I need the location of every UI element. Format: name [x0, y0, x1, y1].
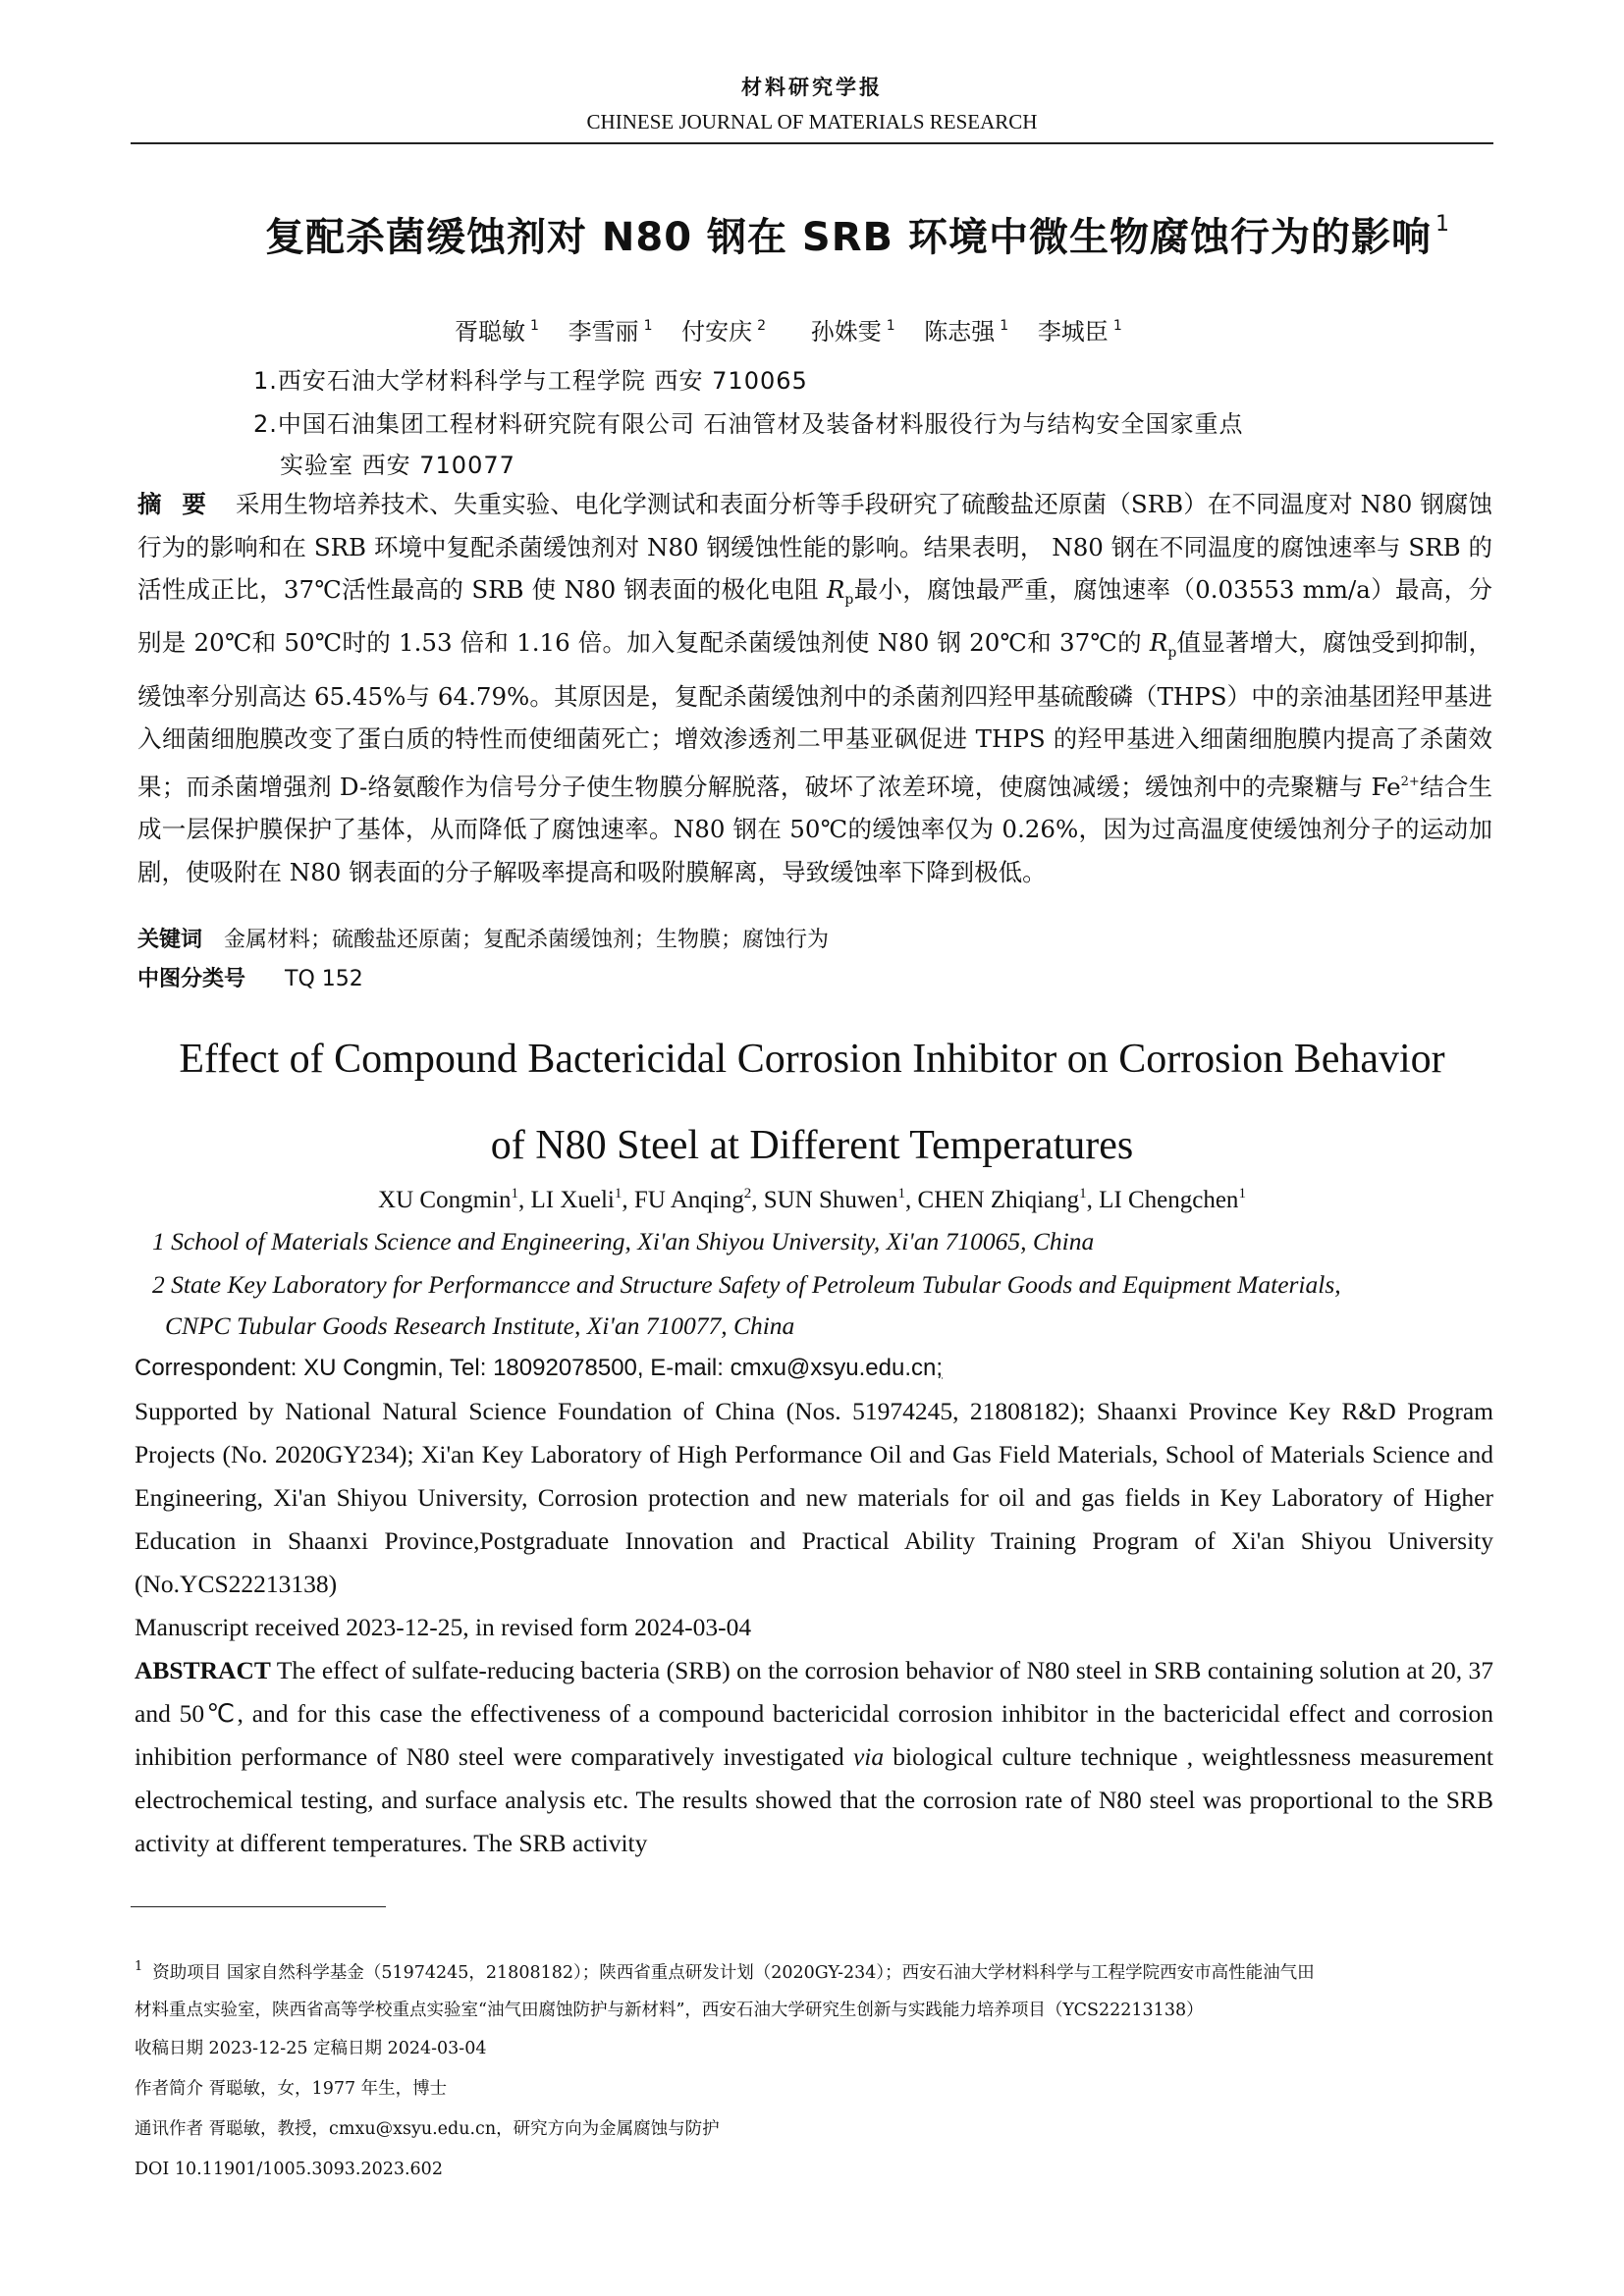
author-cn: 付安庆 $^2$: [681, 318, 767, 346]
title-en: [131, 1016, 1493, 1189]
email-link[interactable]: ;: [936, 1355, 944, 1381]
title-cn-text: 复配杀菌缓蚀剂对 N80 钢在 SRB 环境中微生物腐蚀行为的影响: [265, 215, 1432, 260]
running-header-en: CHINESE JOURNAL OF MATERIALS RESEARCH: [586, 110, 1038, 133]
footnote-funding: $^1$ 资助项目 国家自然科学基金（51974245，21808182）；陕西省重点研发计划（2020GY-234）；西安石油大学材料科学与工程学院西安市高性能油气田 材料重点实验室，陕西省高等学校重点实验室“油气田腐蚀防护与新材料”，西安石油大学研究生创新与实践能力培养项目（YCS22213138）: [135, 1959, 1315, 2020]
footnote-rule: [131, 1906, 386, 1907]
footnote-corresponding: 通讯作者 胥聪敏，教授，cmxu@xsyu.edu.cn，研究方向为金属腐蚀与防护: [135, 2119, 720, 2139]
keywords-cn: [137, 923, 829, 953]
header-rule: [131, 142, 1493, 144]
author-cn: 陈志强 $^1$: [924, 318, 1009, 346]
affiliation-cn-2: 2.中国石油集团工程材料研究院有限公司 石油管材及装备材料服役行为与结构安全国家重点: [253, 410, 1244, 438]
title-cn: [265, 206, 1450, 262]
affiliation-en-2-cont: CNPC Tubular Goods Research Institute, Xi'an 710077, China: [165, 1311, 795, 1340]
correspondent-line: Correspondent: XU Congmin, Tel: 18092078500, E-mail: cmxu@xsyu.edu.cn;: [135, 1355, 944, 1381]
rp-symbol: $R_p$: [1149, 628, 1177, 662]
author-cn: 李雪丽 $^1$: [568, 318, 653, 346]
author-cn: 李城臣 $^1$: [1037, 318, 1122, 346]
abstract-cn: 摘 要 采用生物培养技术、失重实验、电化学测试和表面分析等手段研究了硫酸盐还原菌（SRB）在不同温度对 N80 钢腐蚀行为的影响和在 SRB 环境中复配杀菌缓蚀剂对 N80 钢缓蚀性能的影响。结果表明， N80 钢在不同温度的腐蚀速率与 SRB 的活性成正比，37℃活性最高的 SRB 使 N80 钢表面的极化电阻 $R_p$最小，腐蚀最严重，腐蚀速率（0.03553 mm/a）最高，分别是 20℃和 50℃时的 1.53 倍和 1.16 倍。加入复配杀菌缓蚀剂使 N80 钢 20℃和 37℃的 $R_p$值显著增大，腐蚀受到抑制，缓蚀率分别高达 65.45%与 64.79%。其原因是，复配杀菌缓蚀剂中的杀菌剂四羟甲基硫酸磷（THPS）中的亲油基团羟甲基进入细菌细胞膜改变了蛋白质的特性而使细菌死亡；增效渗透剂二甲基亚砜促进 THPS 的羟甲基进入细菌细胞膜内提高了杀菌效果；而杀菌增强剂 D-络氨酸作为信号分子使生物膜分解脱落，破坏了浓差环境，使腐蚀减缓；缓蚀剂中的壳聚糖与 $Fe^{2+}$结合生成一层保护膜保护了基体，从而降低了腐蚀速率。N80 钢在 50℃的缓蚀率仅为 0.26%，因为过高温度使缓蚀剂分子的运动加剧，使吸附在 N80 钢表面的分子解吸率提高和吸附膜解离，导致缓蚀率下降到极低。: [137, 490, 1493, 886]
authors-en: XU Congmin$^1$, LI Xueli$^1$, FU Anqing$^2$, SUN Shuwen$^1$, CHEN Zhiqiang$^1$, LI Chengchen$^1$: [378, 1186, 1246, 1213]
footnote-mark: 1: [135, 1959, 143, 1974]
affiliation-en-1: 1 School of Materials Science and Engineering, Xi'an Shiyou University, Xi'an 710065, China: [152, 1227, 1095, 1255]
author-cn: 孙姝雯 $^1$: [810, 318, 895, 346]
supported-by: Supported by National Natural Science Foundation of China (Nos. 51974245, 21808182); Shaanxi Province Key R&D Program Projects (No. 2020GY234); Xi'an Key Laboratory of High Performance Oil and Gas Field Materials, School of Materials Science and Engineering, Xi'an Shiyou University, Corrosion protection and new materials for oil and gas fields in Key Laboratory of Higher Education in Shaanxi Province,Postgraduate Innovation and Practical Ability Training Program of Xi'an Shiyou University (No.YCS22213138): [135, 1397, 1493, 1598]
authors-cn: [455, 312, 1144, 347]
abstract-en-label: ABSTRACT: [135, 1656, 271, 1684]
author-cn: 胥聪敏 $^1$: [455, 318, 539, 346]
keywords-cn-text: 金属材料；硫酸盐还原菌；复配杀菌缓蚀剂；生物膜；腐蚀行为: [224, 928, 830, 952]
rp-symbol: $R_p$: [826, 575, 854, 608]
abstract-en: ABSTRACT The effect of sulfate-reducing bacteria (SRB) on the corrosion behavior of N80 steel in SRB containing solution at 20, 37 and 50℃, and for this case the effectiveness of a compound bactericidal corrosion inhibitor in the bactericidal effect and corrosion inhibition performance of N80 steel were comparatively investigated via biological culture technique , weightlessness measurement electrochemical testing, and surface analysis etc. The results showed that the corrosion rate of N80 steel was proportional to the SRB activity at different temperatures. The SRB activity: [135, 1656, 1493, 1857]
title-en-line-1: Effect of Compound Bactericidal Corrosion Inhibitor on Corrosion Behavior: [179, 1037, 1445, 1082]
clc-number: [137, 962, 363, 992]
footnote-received: 收稿日期 2023-12-25 定稿日期 2024-03-04: [135, 2039, 487, 2058]
running-header-cn: 材料研究学报: [741, 76, 883, 99]
abstract-cn-label: 摘 要: [137, 490, 212, 518]
title-cn-footnote-mark: 1: [1435, 212, 1450, 237]
footnote-author-intro: 作者简介 胥聪敏，女，1977 年生，博士: [135, 2079, 448, 2099]
clc-label: 中图分类号: [137, 967, 246, 991]
title-en-line-2: of N80 Steel at Different Temperatures: [490, 1123, 1134, 1168]
footnote-doi: DOI 10.11901/1005.3093.2023.602: [135, 2160, 443, 2179]
affiliation-en-2: 2 State Key Laboratory for Performancce and Structure Safety of Petroleum Tubular Goods and Equipment Materials,: [152, 1270, 1341, 1299]
affiliation-cn-2-cont: 实验室 西安 710077: [280, 452, 515, 479]
manuscript-dates: Manuscript received 2023-12-25, in revised form 2024-03-04: [135, 1613, 752, 1641]
clc-value: TQ 152: [285, 967, 363, 991]
keywords-cn-label: 关键词: [137, 928, 203, 952]
affiliation-cn-1: 1.西安石油大学材料科学与工程学院 西安 710065: [253, 367, 808, 395]
